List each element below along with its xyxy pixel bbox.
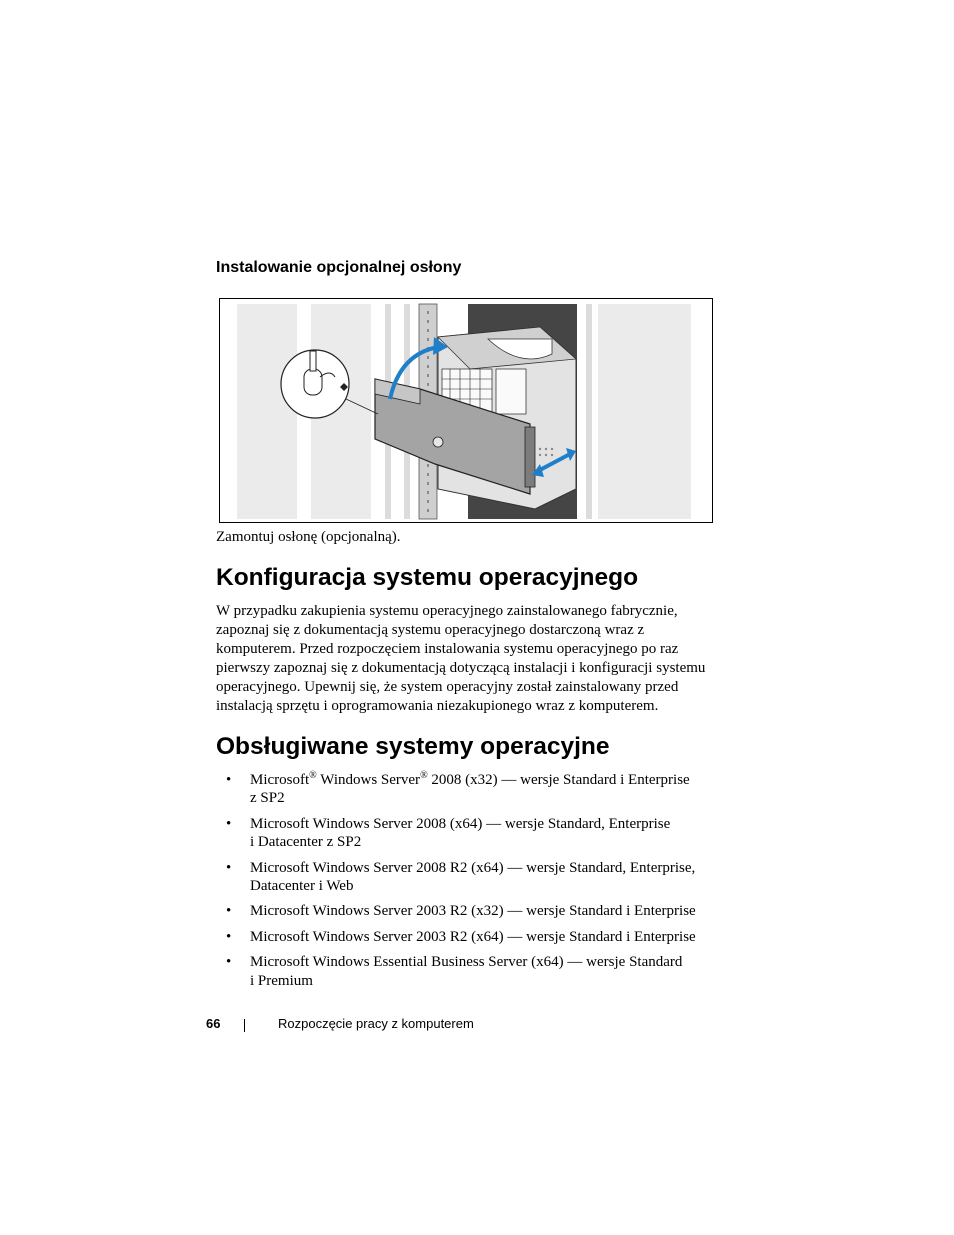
list-item-line: z SP2 (250, 790, 285, 807)
list-item (216, 953, 716, 990)
heading-os-config: Konfiguracja systemu operacyjnego (216, 564, 639, 591)
bullet-icon: • (226, 859, 232, 876)
list-item-line: Microsoft Windows Server 2003 R2 (x64) — wersje Standard i Enterprise (250, 928, 696, 945)
section-heading: Instalowanie opcjonalnej osłony (216, 259, 462, 276)
list-item-line: Datacenter i Web (250, 878, 354, 895)
bullet-icon: • (226, 815, 232, 832)
paragraph-line: pierwszy zapoznaj się z dokumentacją dotyczącą instalacji i konfiguracji systemu (216, 659, 706, 676)
supported-os-list (216, 771, 716, 990)
key-icon (304, 369, 322, 395)
bullet-icon: • (226, 903, 232, 920)
rack-panel-left (237, 304, 297, 519)
bullet-icon: • (226, 954, 232, 971)
list-item-line: Microsoft Windows Server 2003 R2 (x32) — wersje Standard i Enterprise (250, 903, 696, 920)
bullet-icon: • (226, 928, 232, 945)
list-item (216, 928, 716, 946)
bezel-installation-figure (219, 298, 713, 523)
list-item-line: Microsoft Windows Server 2008 (x64) — wersje Standard, Enterprise (250, 815, 671, 832)
paragraph-line: zapoznaj się z dokumentacją systemu operacyjnego dostarczoną wraz z (216, 621, 645, 638)
list-item-line: Microsoft Windows Essential Business Server (x64) — wersje Standard (250, 954, 683, 971)
list-item-text: Microsoft (250, 772, 310, 788)
paragraph-line: komputerem. Przed rozpoczęciem instalowania systemu operacyjnego po raz (216, 640, 679, 657)
heading-supported-os: Obsługiwane systemy operacyjne (216, 733, 610, 760)
list-item-line: Microsoft Windows Server 2008 R2 (x64) — wersje Standard, Enterprise, (250, 859, 696, 876)
list-item-text: 2008 (x32) — wersje Standard i Enterprise (427, 772, 690, 788)
list-item (216, 771, 716, 808)
paragraph-line: instalacją sprzętu i oprogramowania niezakupionego wraz z komputerem. (216, 697, 659, 714)
list-item-text: Windows Server (316, 772, 421, 788)
paragraph-line: W przypadku zakupienia systemu operacyjnego zainstalowanego fabrycznie, (216, 603, 678, 619)
paragraph-line: operacyjnego. Upewnij się, że system operacyjny został zainstalowany przed (216, 678, 679, 695)
chapter-title: Rozpoczęcie pracy z komputerem (278, 1016, 474, 1031)
footer-divider (244, 1019, 245, 1032)
os-config-paragraph (216, 602, 716, 715)
list-item (216, 902, 716, 920)
figure-caption: Zamontuj osłonę (opcjonalną). (216, 529, 401, 545)
bullet-icon: • (226, 772, 232, 788)
list-item-line: i Premium (250, 972, 313, 989)
list-item (216, 815, 716, 852)
bezel-illustration (220, 299, 712, 522)
list-item-line: i Datacenter z SP2 (250, 834, 362, 851)
page-number: 66 (206, 1016, 221, 1031)
bezel-lock (433, 437, 443, 447)
list-item (216, 859, 716, 896)
rack-panel-right (598, 304, 691, 519)
registered-mark: ® (420, 770, 428, 781)
list-item-line (250, 771, 716, 789)
registered-mark: ® (309, 770, 317, 781)
